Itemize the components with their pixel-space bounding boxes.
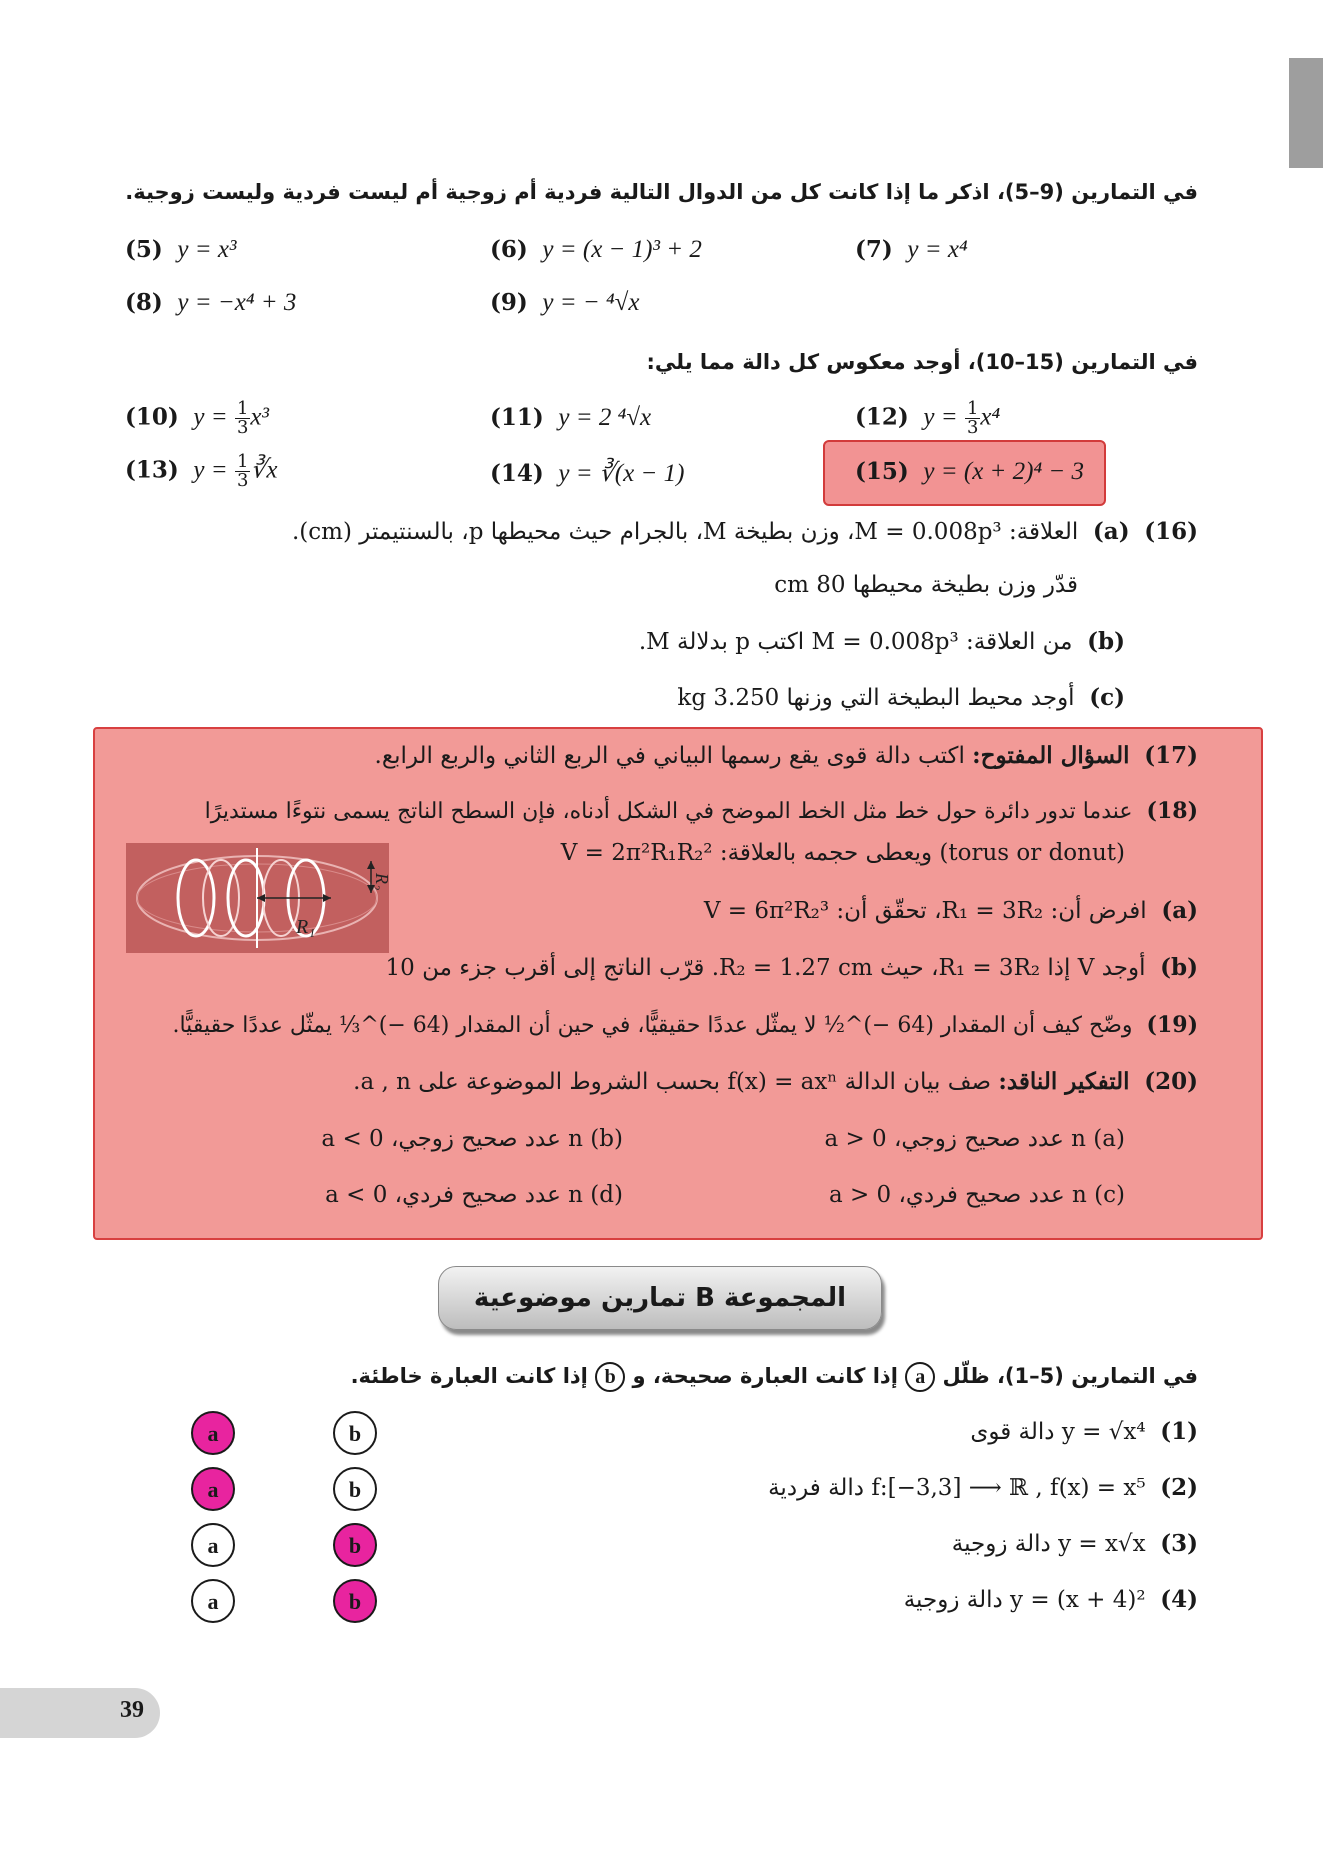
group-b-title: المجموعة B تمارين موضوعية — [438, 1266, 882, 1330]
mcq-4-choice-b[interactable]: b — [333, 1579, 377, 1623]
exercise-15: (15) y = (x + 2)⁴ − 3 — [855, 458, 1085, 485]
mcq-1-choice-b[interactable]: b — [333, 1411, 377, 1455]
exercise-8: (8) y = −x⁴ + 3 — [125, 289, 297, 316]
exercise-11: (11) y = 2 ⁴√x — [490, 404, 652, 431]
mcq-2-choice-b[interactable]: b — [333, 1467, 377, 1511]
question-16-c: (c) أوجد محيط البطيخة التي وزنها 3.250 kg — [677, 684, 1125, 711]
question-18-text1: (18) عندما تدور دائرة حول خط مثل الخط الموضح في الشكل أدناه، فإن السطح الناتج يسمى نتوءًا مستديرًا — [204, 798, 1198, 824]
question-19: (19) وضّح كيف أن المقدار (64 −)^½ لا يمثّل عددًا حقيقيًّا، في حين أن المقدار (64 −)^⅓ يمثّل عددًا حقيقيًّا. — [172, 1012, 1198, 1038]
question-17: (17) السؤال المفتوح: اكتب دالة قوى يقع رسمها البياني في الربع الثاني والربع الرابع. — [374, 742, 1198, 769]
instruction-group-b: في التمارين (5–1)، ظلّل a إذا كانت العبارة صحيحة، و b إذا كانت العبارة خاطئة. — [98, 1362, 1198, 1392]
torus-diagram — [126, 843, 392, 953]
mcq-4-choice-a[interactable]: a — [191, 1579, 235, 1623]
mcq-2-choice-a[interactable]: a — [191, 1467, 235, 1511]
r2-arrowhead — [367, 861, 375, 869]
question-20-c: (c) n عدد صحيح فردي، a > 0 — [828, 1182, 1125, 1208]
exercise-12: (12) y = $\frac{1}{3}$ x⁴ — [855, 398, 1001, 438]
exercise-7: (7) y = x⁴ — [855, 236, 968, 263]
instruction-ex10-15: في التمارين (15–10)، أوجد معكوس كل دالة مما يلي: — [646, 350, 1198, 374]
mcq-1-choice-a[interactable]: a — [191, 1411, 235, 1455]
fraction: $\frac{1}{3}$ — [966, 398, 979, 438]
mcq-3-choice-b[interactable]: b — [333, 1523, 377, 1567]
question-18-text2: (torus or donut) ويعطى حجمه بالعلاقة: V = 2π²R₁R₂² — [560, 840, 1125, 866]
inline-choice-a: a — [905, 1362, 935, 1392]
question-20-d: (d) n عدد صحيح فردي، a < 0 — [325, 1182, 623, 1208]
exercise-9: (9) y = − ⁴√x — [490, 289, 640, 316]
exercise-14: (14) y = ∛(x − 1) — [490, 460, 685, 487]
r1-arrowhead — [257, 894, 265, 902]
mcq-2: (2) f:[−3,3] ⟶ ℝ , f(x) = x⁵ دالة فردية — [768, 1474, 1198, 1501]
question-16-b: (b) من العلاقة: M = 0.008p³ اكتب p بدلالة M. — [638, 628, 1125, 655]
torus-figure — [126, 843, 392, 953]
exercise-10: (10) y = $\frac{1}{3}$ x³ — [125, 398, 269, 438]
r2-label: R₂ — [372, 873, 392, 891]
page-number: 39 — [120, 1697, 144, 1723]
fraction: $\frac{1}{3}$ — [236, 398, 249, 438]
page-tab-marker — [1289, 58, 1323, 168]
exercise-6: (6) y = (x − 1)³ + 2 — [490, 236, 702, 263]
mcq-3-choice-a[interactable]: a — [191, 1523, 235, 1567]
exercise-13: (13) y = $\frac{1}{3}$ ∛x — [125, 451, 278, 491]
question-16-a-sub: قدّر وزن بطيخة محيطها 80 cm — [774, 572, 1078, 598]
question-18-a: (a) افرض أن: R₁ = 3R₂، تحقّق أن: V = 6π²R₂³ — [703, 897, 1198, 924]
r1-arrowhead — [323, 894, 331, 902]
question-16-a: (16) (a) العلاقة: M = 0.008p³، وزن بطيخة M، بالجرام حيث محيطها p، بالسنتيمتر (cm). — [291, 518, 1198, 545]
fraction: $\frac{1}{3}$ — [236, 451, 249, 491]
mcq-4: (4) y = (x + 4)² دالة زوجية — [903, 1586, 1198, 1613]
question-20: (20) التفكير الناقد: صف بيان الدالة f(x) = axⁿ بحسب الشروط الموضوعة على a , n. — [353, 1068, 1198, 1095]
mcq-3: (3) y = x√x دالة زوجية — [951, 1530, 1198, 1557]
instruction-ex5-9: في التمارين (9–5)، اذكر ما إذا كانت كل من الدوال التالية فردية أم زوجية أم ليست فردية وليست زوجية. — [125, 180, 1198, 204]
question-18-b: (b) أوجد V إذا R₁ = 3R₂، حيث R₂ = 1.27 cm. قرّب الناتج إلى أقرب جزء من 10 — [385, 954, 1198, 981]
exercise-5: (5) y = x³ — [125, 236, 237, 263]
r1-label: R₁ — [296, 916, 316, 938]
question-20-a: (a) n عدد صحيح زوجي، a > 0 — [824, 1126, 1125, 1152]
inline-choice-b: b — [595, 1362, 625, 1392]
question-20-b: (b) n عدد صحيح زوجي، a < 0 — [321, 1126, 623, 1152]
mcq-1: (1) y = √x⁴ دالة قوى — [970, 1418, 1198, 1445]
